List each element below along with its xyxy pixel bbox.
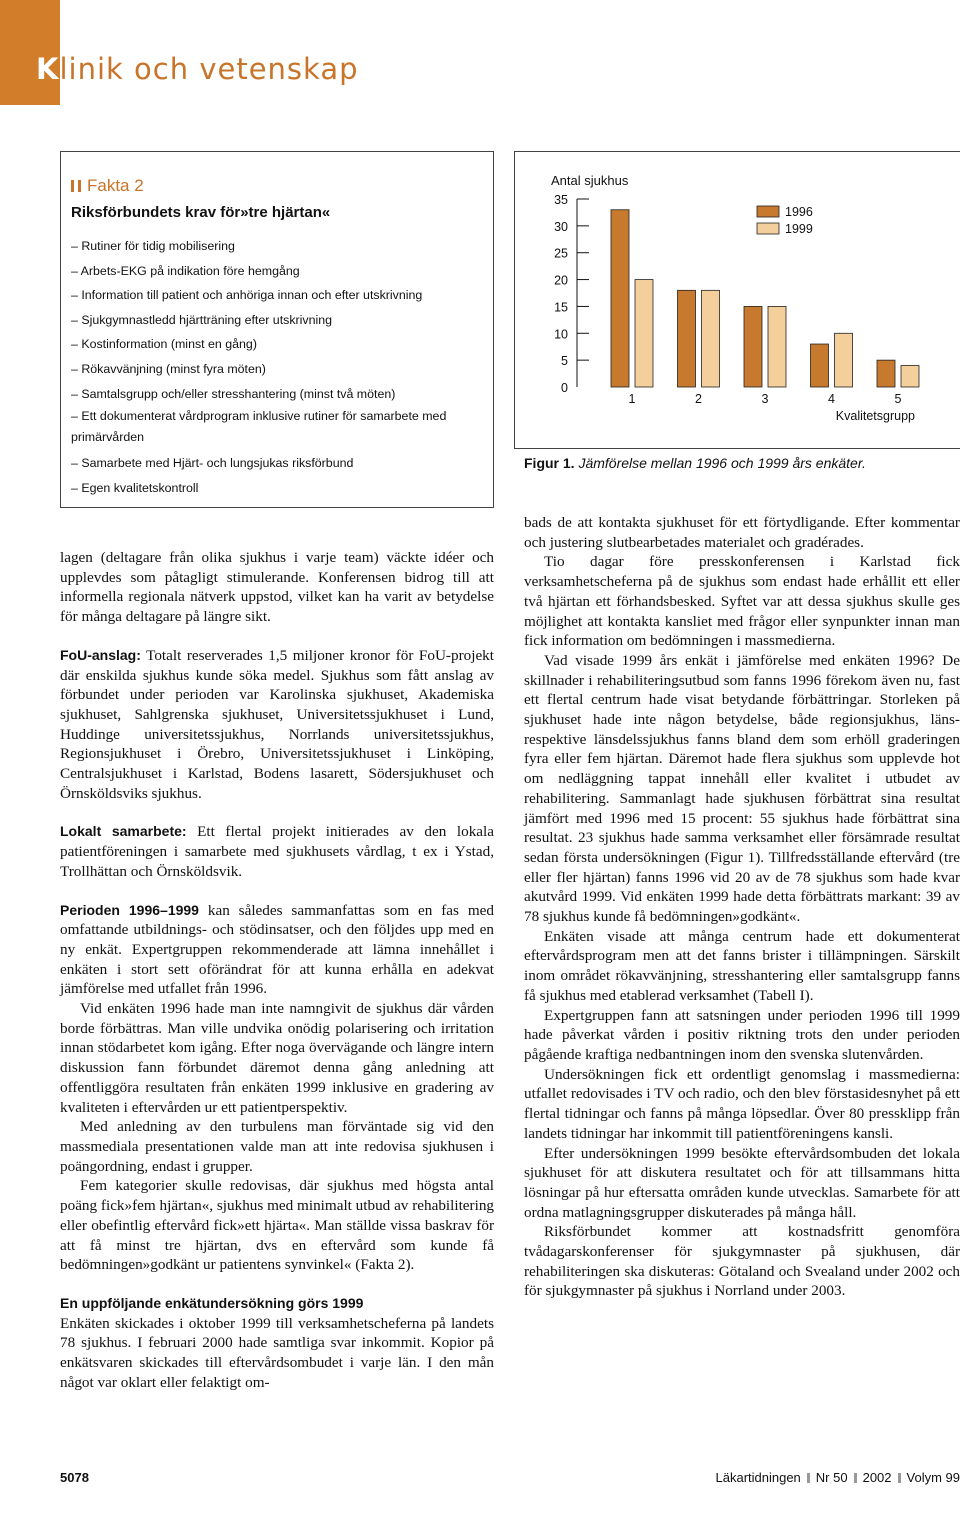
- paragraph-text: Totalt reserverades 1,5 miljoner kronor för FoU-projekt där enskilda sjukhus kunde söka medel. Sjukhus som fått anslag av förbundet under perioden var Karolinska sjukhuset, Akademiska sjukhuset, Sahlgrenska sjukhuset, Universitetssjukhuset i Lund, Huddinge universitetssjukhus, Norrlands universitetssjukhus, Regionsjukhuset i Örebro, Universitetssjukhuset i Linköping, Centralsjukhuset i Karlstad, Bodens lasarett, Södersjukhuset och Örnsköldsviks sjukhus.: [60, 646, 494, 802]
- list-item: – Kostinformation (minst en gång): [71, 337, 257, 352]
- paragraph: Vid enkäten 1996 hade man inte namngivit de sjukhus där vården borde förbättras. Man ville undvika onödig polarisering och irritation innan stödarbetet kom igång. Efter noga övervägande och längre intern diskussion fann förbundet däremot denna gång anledning att offentliggöra resultaten från enkäten 1999 inklusive en gradering av kvaliteten i eftervården ur ett patientperspektiv.: [60, 1000, 494, 1116]
- bar-1996-group-3: [744, 306, 762, 387]
- y-tick-label: 20: [554, 273, 568, 288]
- list-item: – Sjukgymnastledd hjärtträning efter utskrivning: [71, 312, 333, 327]
- bar-1999-group-3: [768, 306, 786, 387]
- paragraph: Vad visade 1999 års enkät i jämförelse med enkäten 1996? De skillnader i rehabiliteringsutbud som fanns 1996 förekom även nu, fast ett flertal centrum hade visat betydande förbättringar. Storleken på sjukhuset hade inte någon betydelse, både regionsjukhus, läns- respektive länsdelssjukhus fanns bland dem som erhöll graderingen fyra eller fem hjärtan. Däremot hade flera sjukhus som upplevde hot om nedläggning tappat innehåll eller kvalitet i utbudet av rehabilitering. Sammanlagt hade sjukhusen förbättrat sina resultat jämfört med 1996 med 15 procent: 55 sjukhus hade förbättrat sina resultat. 23 sjukhus hade samma verksamhet eller försämrade resultat sedan första undersökningen (Figur 1). Tillfredsställande eftervård (tre eller fler hjärtan) fanns 1996 vid 20 av de 78 sjukhus som hade kvar akutvård 1999. Vid enkäten 1999 hade detta förbättrats markant: 39 av 78 sjukhus kunde få bedömningen»godkänt«.: [524, 651, 960, 926]
- paragraph: bads de att kontakta sjukhuset för ett förtydligande. Efter kommentar och justering slutbearbetades materialet och gradérades.: [524, 514, 960, 551]
- paragraph: lagen (deltagare från olika sjukhus i varje team) väckte idéer och upplevdes som påtagligt stimulerande. Konferensen bidrog till att informella regionala nätverk uppstod, vilket kan ha varit av betydelse för många deltagare på längre sikt.: [60, 549, 494, 626]
- x-tick-label: 3: [761, 392, 769, 406]
- y-tick-label: 30: [554, 219, 568, 234]
- fakta-title: Riksförbundets krav för»tre hjärtan«: [71, 204, 331, 221]
- list-item: – Rökavvänjning (minst fyra möten): [71, 361, 266, 376]
- bar-1999-group-2: [702, 290, 720, 387]
- list-item: – Information till patient och anhöriga innan och efter utskrivning: [71, 288, 423, 303]
- bar-1999-group-5: [901, 366, 919, 387]
- y-axis-label: Antal sjukhus: [551, 173, 629, 188]
- paragraph: Med anledning av den turbulens man förväntade sig vid den massmediala presentationen valde man att inte redovisa sjukhusen i poängordning, endast i grupper.: [60, 1118, 494, 1175]
- separator: [807, 1473, 810, 1483]
- bar-1999-group-4: [835, 333, 853, 387]
- bar-1996-group-1: [611, 210, 629, 387]
- paragraph: Tio dagar före presskonferensen i Karlstad fick verksamhetscheferna på de sjukhus som endast hade erhållit ett eller två hjärtan ett förhandsbesked. Syftet var att dessa sjukhus skulle ges möjlighet att kontakta kansliet med frågor eller synpunkter innan man fick information om bedömningen i massmedierna.: [524, 553, 960, 650]
- legend-label: 1996: [785, 205, 813, 219]
- list-item: – Samtalsgrupp och/eller stresshantering (minst två möten): [71, 386, 396, 401]
- bar-1999-group-1: [635, 280, 653, 387]
- x-axis-label: Kvalitetsgrupp: [835, 409, 915, 423]
- paragraph: Efter undersökningen 1999 besökte eftervårdsombuden det lokala sjukhuset för att diskutera resultatet och för att tillsammans hitta lösningar på hur eftersatta områden kunde utvecklas. Samarbete för att ordna matlagningsgrupper diskuterades på många håll.: [524, 1144, 960, 1221]
- paragraph: [60, 901, 494, 1000]
- y-tick-label: 35: [554, 193, 568, 207]
- separator: [898, 1473, 901, 1483]
- section-title: [36, 52, 359, 86]
- figure-caption-text: Jämförelse mellan 1996 och 1999 års enkäter.: [578, 455, 866, 471]
- fakta-label-text: Fakta 2: [87, 176, 144, 195]
- paragraph: Enkäten skickades i oktober 1999 till verksamhetscheferna på landets 78 sjukhus. I februari 2000 hade samtliga svar inkommit. Kopior på enkätsvaren skickades till eftervårdsombudet i varje län. I den mån något var oklart eller felaktigt om-: [60, 1314, 494, 1391]
- left-column: [60, 548, 494, 1392]
- x-tick-label: 1: [628, 392, 636, 406]
- fakta-box: [60, 151, 494, 508]
- fakta-list: [71, 234, 485, 500]
- paragraph: Enkäten visade att många centrum hade ett dokumenterat eftervårdsprogram men att det fanns brister i tillämpningen. Särskilt inom området rökavvänjning, stresshantering eller samtalsgrupp fanns få sjukhus med etablerad verksamhet (Tabell I).: [524, 927, 960, 1004]
- section-heading: En uppföljande enkätundersökning görs 1999: [60, 1294, 364, 1311]
- paragraph-text: kan således sammanfattas som en fas med omfattande utbildnings- och stödinsatser, och den följdes upp med en ny enkät. Expertgruppen rekommenderade att lämna innehållet i enkäten i stort sett oförändrat för att kunna erhålla en adekvat jämförelse med utfallet från 1996.: [60, 901, 494, 998]
- journal-year: 2002: [862, 1470, 892, 1485]
- paragraph-lead: Lokalt samarbete:: [60, 823, 187, 840]
- fakta-bars-icon: [71, 180, 81, 192]
- journal-info: [716, 1470, 960, 1485]
- bar-1996-group-5: [877, 360, 895, 387]
- list-item: – Arbets-EKG på indikation före hemgång: [71, 263, 300, 278]
- y-tick-label: 25: [554, 246, 568, 261]
- list-item: – Samarbete med Hjärt- och lungsjukas riksförbund: [71, 456, 354, 471]
- paragraph: [60, 646, 494, 804]
- paragraph: [60, 822, 494, 881]
- journal-name: Läkartidningen: [715, 1470, 801, 1485]
- bar-chart: [515, 152, 960, 450]
- legend-swatch-1999: [757, 223, 779, 234]
- legend-swatch-1996: [757, 206, 779, 217]
- list-item: – Rutiner för tidig mobilisering: [71, 239, 235, 253]
- y-tick-label: 5: [561, 354, 568, 369]
- paragraph-text: Ett flertal projekt initierades av den lokala patientföreningen i samarbete med sjukhusets vårdlag, t ex i Ystad, Trollhättan och Örnsköldsvik.: [60, 823, 494, 880]
- journal-issue: Nr 50: [815, 1470, 848, 1485]
- fakta-label: [71, 176, 144, 196]
- figure-label: Figur 1.: [524, 455, 575, 471]
- figure-caption: [524, 455, 866, 471]
- paragraph: Riksförbundet kommer att kostnadsfritt genomföra tvådagarskonferenser för sjukgymnaster på sjukhusen, där rehabiliteringen ska diskuteras: Götaland och Svealand under 2002 och för sjukgymnaster på sjukhus i Norrland under 2003.: [524, 1223, 960, 1300]
- y-tick-label: 10: [554, 327, 568, 342]
- paragraph-lead: FoU-anslag:: [60, 646, 141, 663]
- bar-1996-group-4: [811, 344, 829, 387]
- paragraph: Expertgruppen fann att satsningen under perioden 1996 till 1999 hade påverkat vården i positiv riktning trots den under perioden pågående kraftiga nedbantningen inom den svenska slutenvården.: [524, 1006, 960, 1063]
- section-title-first-letter: K: [36, 52, 60, 86]
- chart-box: [514, 151, 960, 449]
- x-tick-label: 2: [695, 392, 702, 406]
- journal-volume: Volym 99: [906, 1470, 960, 1485]
- right-column: [524, 513, 960, 1301]
- y-tick-label: 15: [554, 300, 568, 315]
- x-tick-label: 5: [894, 392, 902, 406]
- x-tick-label: 4: [828, 392, 835, 406]
- paragraph: Undersökningen fick ett ordentligt genomslag i massmedierna: utfallet redovisades i TV och radio, och den blev förstasidesnyhet på ett flertal tidningar och fanns på många löpsedlar. Över 80 pressklipp från landets tidningar har inkommit till patientföreningens kansli.: [524, 1065, 960, 1142]
- list-item: – Ett dokumenterat vårdprogram inklusive rutiner för samarbete med primärvården: [71, 409, 447, 445]
- legend-label: 1999: [785, 222, 813, 236]
- bar-1996-group-2: [678, 290, 696, 387]
- paragraph: Fem kategorier skulle redovisas, där sjukhus med högsta antal poäng fick»fem hjärtan«, sjukhus med minimalt utbud av rehabilitering eller obefintlig eftervård fick»ett hjärta«. Man ställde vissa baskrav för att få minst tre hjärtan, dvs en eftervård som kunde få bedömningen»godkänt ur patientens synvinkel« (Fakta 2).: [60, 1177, 495, 1274]
- list-item: – Egen kvalitetskontroll: [71, 480, 199, 495]
- y-tick-label: 0: [561, 381, 568, 395]
- separator: [854, 1473, 857, 1483]
- page-number: 5078: [60, 1470, 89, 1485]
- paragraph-lead: Perioden 1996–1999: [60, 901, 199, 918]
- section-title-rest: linik och vetenskap: [59, 52, 359, 86]
